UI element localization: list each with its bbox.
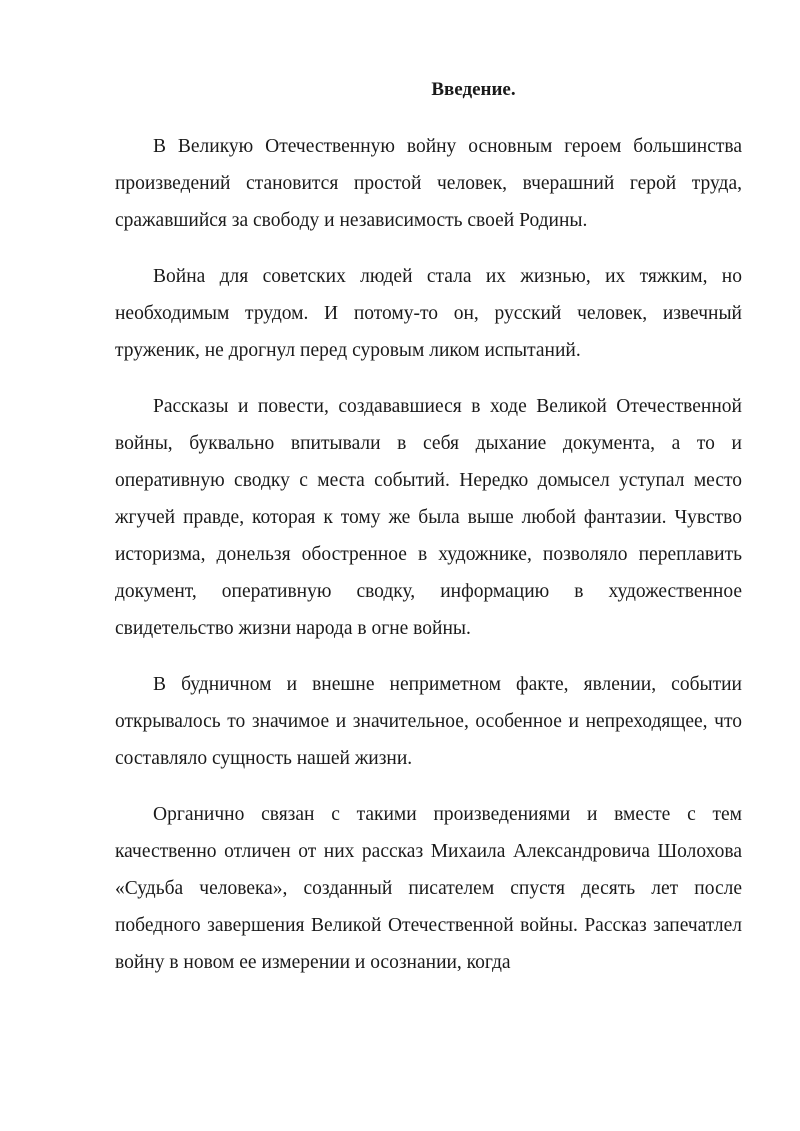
paragraph-3: Рассказы и повести, создававшиеся в ходе Великой Отечественной войны, буквально впитывали в себя дыхание документа, а то и оперативную сводку с места событий. Нередко домысел уступал место жгучей правде, которая к тому же была выше любой фантазии. Чувство историзма, донельзя обостренное в художнике, позволяло переплавить документ, оперативную сводку, информацию в художественное свидетельство жизни народа в огне войны. bbox=[115, 396, 742, 639]
paragraph-5: Органично связан с такими произведениями и вместе с тем качественно отличен от них рассказ Михаила Александровича Шолохова «Судьба человека», созданный писателем спустя десять лет после победного завершения Великой Отечественной войны. Рассказ запечатлел войну в новом ее измерении и осознании, когда bbox=[115, 804, 742, 973]
page-title: Введение. bbox=[431, 79, 516, 100]
paragraph-4: В будничном и внешне неприметном факте, явлении, событии открывалось то значимое и значительное, особенное и непреходящее, что составляло сущность нашей жизни. bbox=[115, 674, 742, 769]
paragraph-1: В Великую Отечественную войну основным героем большинства произведений становится простой человек, вчерашний герой труда, сражавшийся за свободу и независимость своей Родины. bbox=[115, 136, 742, 231]
paragraph-2: Война для советских людей стала их жизнью, их тяжким, но необходимым трудом. И потому-то он, русский человек, извечный труженик, не дрогнул перед суровым ликом испытаний. bbox=[115, 266, 742, 361]
